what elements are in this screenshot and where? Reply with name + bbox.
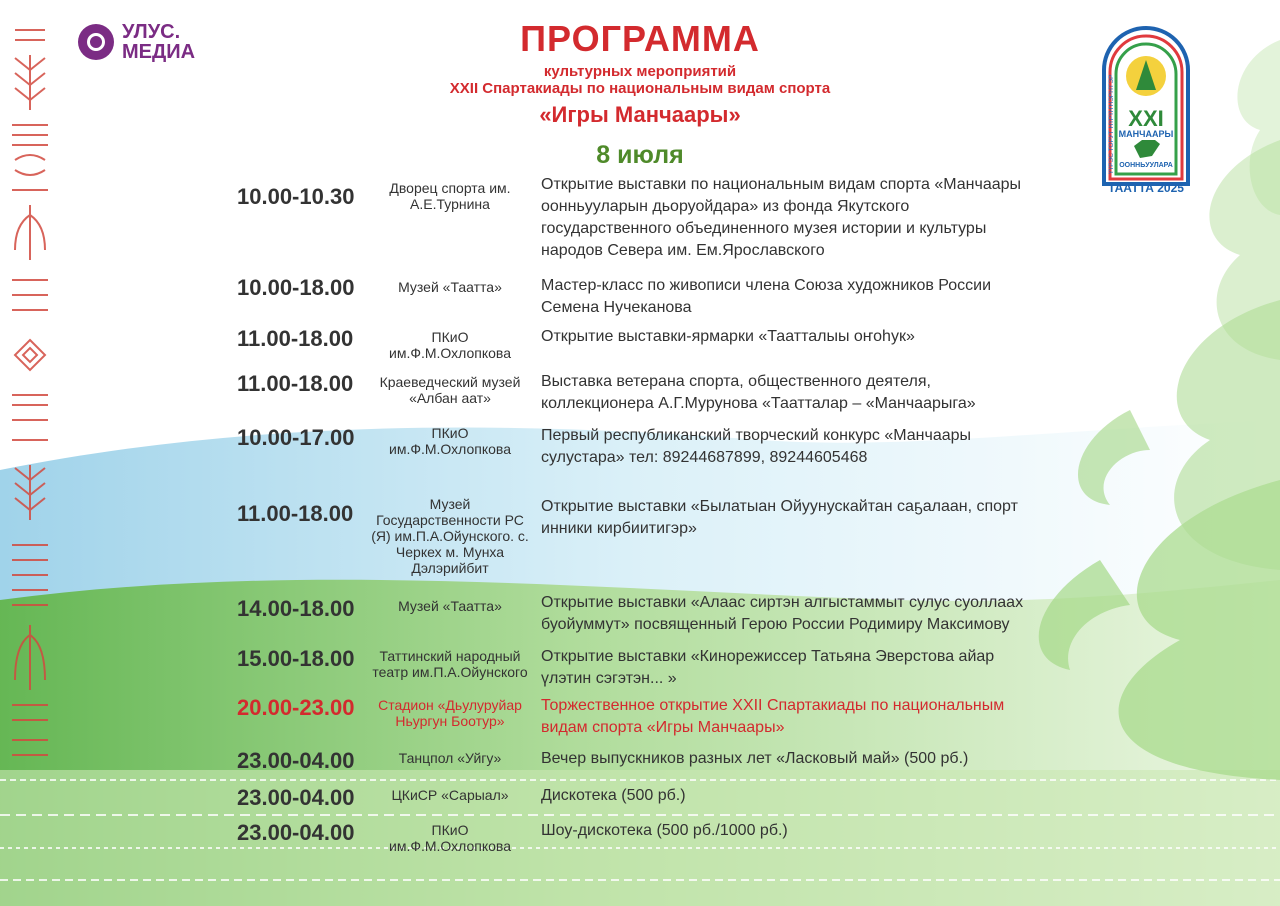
emblem-name-line2: ООННЬУУЛАРА <box>1119 162 1173 169</box>
row-description: Мастер-класс по живописи члена Союза художников России Семена Нучеканова <box>541 277 992 316</box>
row-time: 23.00-04.00 <box>237 748 355 773</box>
row-description: Открытие выставки «Кинорежиссер Татьяна Эверстова айар үлэтин сэгэтэн... » <box>541 648 995 687</box>
logo-line-2: МЕДИА <box>122 41 196 63</box>
row-place: ПКиО им.Ф.М.Охлопкова <box>389 425 511 457</box>
row-place: ПКиО им.Ф.М.Охлопкова <box>389 329 511 361</box>
row-place: Краеведческий музей «Албан аат» <box>379 374 521 406</box>
page-title: ПРОГРАММА <box>520 18 760 59</box>
row-place: ЦКиСР «Сарыал» <box>391 787 509 803</box>
row-time: 11.00-18.00 <box>237 326 354 351</box>
row-time: 10.00-17.00 <box>237 425 355 450</box>
event-name: «Игры Манчаары» <box>539 102 741 127</box>
row-place: Музей «Таатта» <box>398 279 502 295</box>
subtitle-1: культурных мероприятий <box>543 63 737 80</box>
row-description: Дискотека (500 рб.) <box>541 787 686 804</box>
row-description: Вечер выпускников разных лет «Ласковый май» (500 рб.) <box>541 750 969 767</box>
row-place: Стадион «Дьулуруйар Ньургун Боотур» <box>378 697 522 729</box>
row-time: 11.00-18.00 <box>237 371 354 396</box>
row-time: 11.00-18.00 <box>237 501 354 526</box>
row-description: Первый республиканский творческий конкурс «Манчаары сулустара» тел: 89244687899, 89244605468 <box>541 427 972 466</box>
row-description: Шоу-дискотека (500 рб./1000 рб.) <box>541 822 788 839</box>
row-description: Открытие выставки «Алаас сиртэн алгыстаммыт сулус суоллаах буойуммут» посвященный Герою России Родимиру Максимову <box>541 594 1024 633</box>
row-time: 10.00-10.30 <box>237 184 355 209</box>
row-time: 23.00-04.00 <box>237 785 355 810</box>
emblem-numeral: XXI <box>1128 106 1164 131</box>
row-time: 20.00-23.00 <box>237 695 355 720</box>
emblem-place-year: ТААТТА 2025 <box>1108 181 1184 195</box>
row-time: 14.00-18.00 <box>237 596 355 621</box>
row-description: Открытие выставки «Былатыан Ойуунускайтан саҕалаан, спорт инники кирбиитигэр» <box>541 498 1018 537</box>
row-place: Музей «Таатта» <box>398 598 502 614</box>
subtitle-2: XXII Спартакиады по национальным видам спорта <box>449 80 831 97</box>
row-place: ПКиО им.Ф.М.Охлопкова <box>389 822 511 854</box>
manchaary-games-emblem <box>1100 24 1192 196</box>
row-place: Музей Государственности РС (Я) им.П.А.Ойунского. с. Черкех м. Мунха Дэлэрийбит <box>371 496 529 576</box>
row-description: Выставка ветерана спорта, общественного деятеля, коллекционера А.Г.Мурунова «Таатталар – «Манчаарыга» <box>541 373 976 412</box>
logo-line-1: УЛУС. <box>122 21 181 43</box>
emblem-name-line1: МАНЧААРЫ <box>1118 129 1174 139</box>
emblem-side-text: ҮҮРЭС ТОРУТ НҮРҮҤНЭРҤГЭР <box>1108 74 1115 174</box>
row-description: Торжественное открытие XXII Спартакиады по национальным видам спорта «Игры Манчаары» <box>541 697 1005 736</box>
row-place: Дворец спорта им. А.Е.Турнина <box>389 180 511 212</box>
row-place: Танцпол «Уйгу» <box>398 750 502 766</box>
row-place: Таттинский народный театр им.П.А.Ойунского <box>372 648 528 680</box>
row-time: 15.00-18.00 <box>237 646 355 671</box>
row-description: Открытие выставки-ярмарки «Таатталыы оҥоһук» <box>541 328 915 345</box>
row-description: Открытие выставки по национальным видам спорта «Манчаары оонньууларын дьоруойдара» из фонда Якутского государственного объединенного музея истории и культуры народов Севера им. Ем.Ярославского <box>541 176 1022 259</box>
row-time: 23.00-04.00 <box>237 820 355 845</box>
row-time: 10.00-18.00 <box>237 275 355 300</box>
event-date: 8 июля <box>596 141 684 169</box>
